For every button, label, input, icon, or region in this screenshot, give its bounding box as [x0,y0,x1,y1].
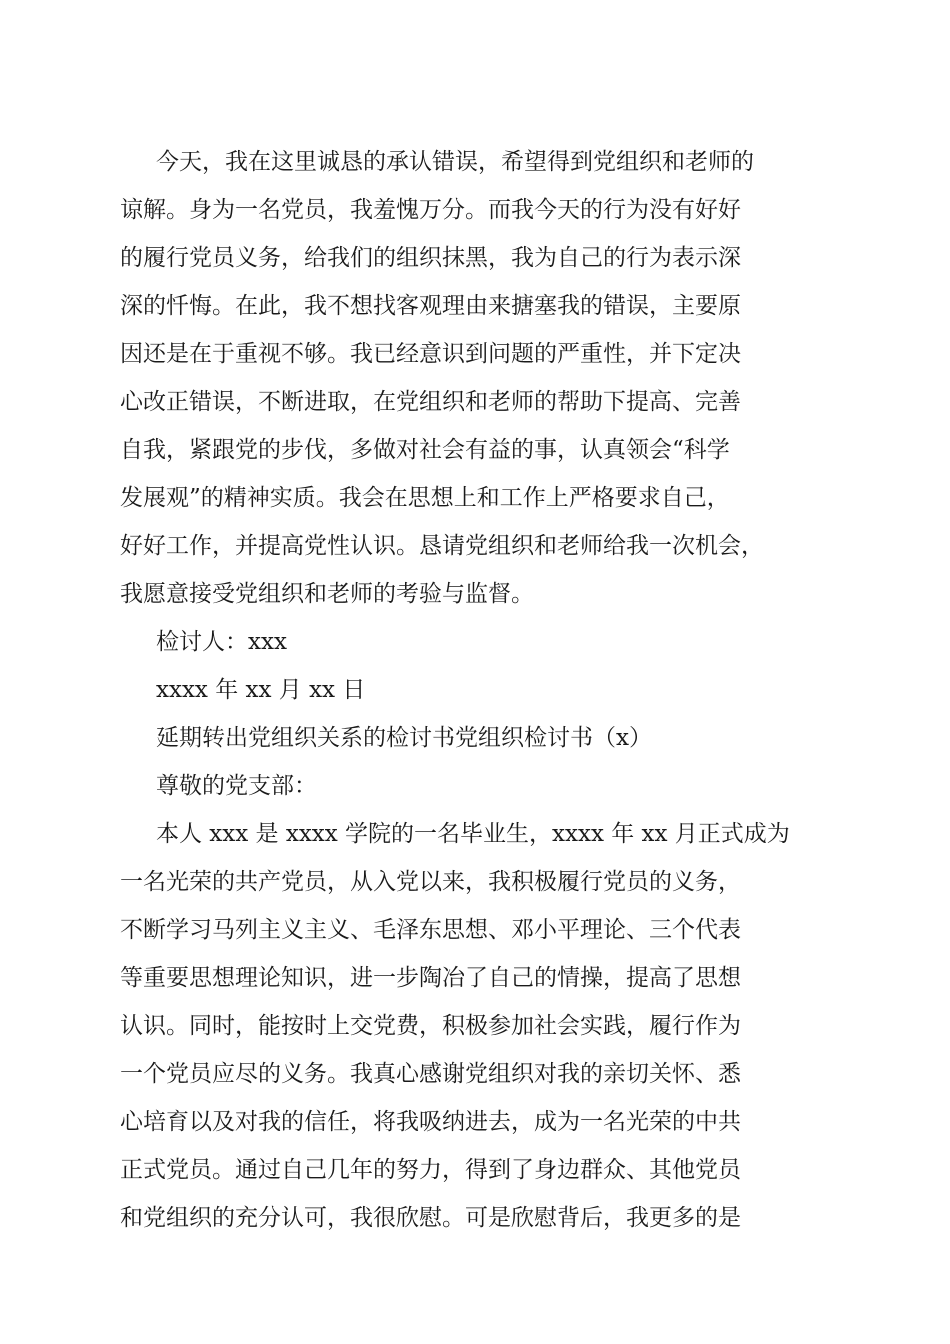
paragraph-line: 心培育以及对我的信任，将我吸纳进去，成为一名光荣的中共 [120,1109,741,1135]
paragraph-line: 今天，我在这里诚恳的承认错误，希望得到党组织和老师的 [156,149,754,175]
paragraph-line: 一名光荣的共产党员，从入党以来，我积极履行党员的义务， [120,869,741,895]
paragraph-line: 本人 xxx 是 xxxx 学院的一名毕业生，xxxx 年 xx 月正式成为 [156,821,790,847]
paragraph-line: 好好工作，并提高党性认识。恳请党组织和老师给我一次机会， [120,533,764,559]
paragraph-line: 我愿意接受党组织和老师的考验与监督。 [120,581,534,607]
date-line: xxxx 年 xx 月 xx 日 [156,677,366,703]
paragraph-line: 不断学习马列主义主义、毛泽东思想、邓小平理论、三个代表 [120,917,741,943]
document-heading: 延期转出党组织关系的检讨书党组织检讨书（x） [156,725,652,751]
paragraph-line: 的履行党员义务，给我们的组织抹黑，我为自己的行为表示深 [120,245,741,271]
paragraph-line: 深的忏悔。在此，我不想找客观理由来搪塞我的错误，主要原 [120,293,741,319]
paragraph-line: 正式党员。通过自己几年的努力，得到了身边群众、其他党员 [120,1157,741,1183]
paragraph-line: 认识。同时，能按时上交党费，积极参加社会实践，履行作为 [120,1013,741,1039]
paragraph-line: 谅解。身为一名党员，我羞愧万分。而我今天的行为没有好好 [120,197,741,223]
paragraph-line: 和党组织的充分认可，我很欣慰。可是欣慰背后，我更多的是 [120,1205,741,1231]
document-body [120,138,832,1242]
paragraph-line: 心改正错误，不断进取，在党组织和老师的帮助下提高、完善 [120,389,741,415]
paragraph-line: 因还是在于重视不够。我已经意识到问题的严重性，并下定决 [120,341,741,367]
paragraph-line: 一个党员应尽的义务。我真心感谢党组织对我的亲切关怀、悉 [120,1061,741,1087]
paragraph-line: 自我，紧跟党的步伐，多做对社会有益的事，认真领会“科学 [120,437,730,463]
paragraph-line: 发展观”的精神实质。我会在思想上和工作上严格要求自己， [120,485,730,511]
paragraph-line: 等重要思想理论知识，进一步陶冶了自己的情操，提高了思想 [120,965,741,991]
signature-line: 检讨人：xxx [156,629,287,655]
salutation: 尊敬的党支部： [156,773,317,799]
